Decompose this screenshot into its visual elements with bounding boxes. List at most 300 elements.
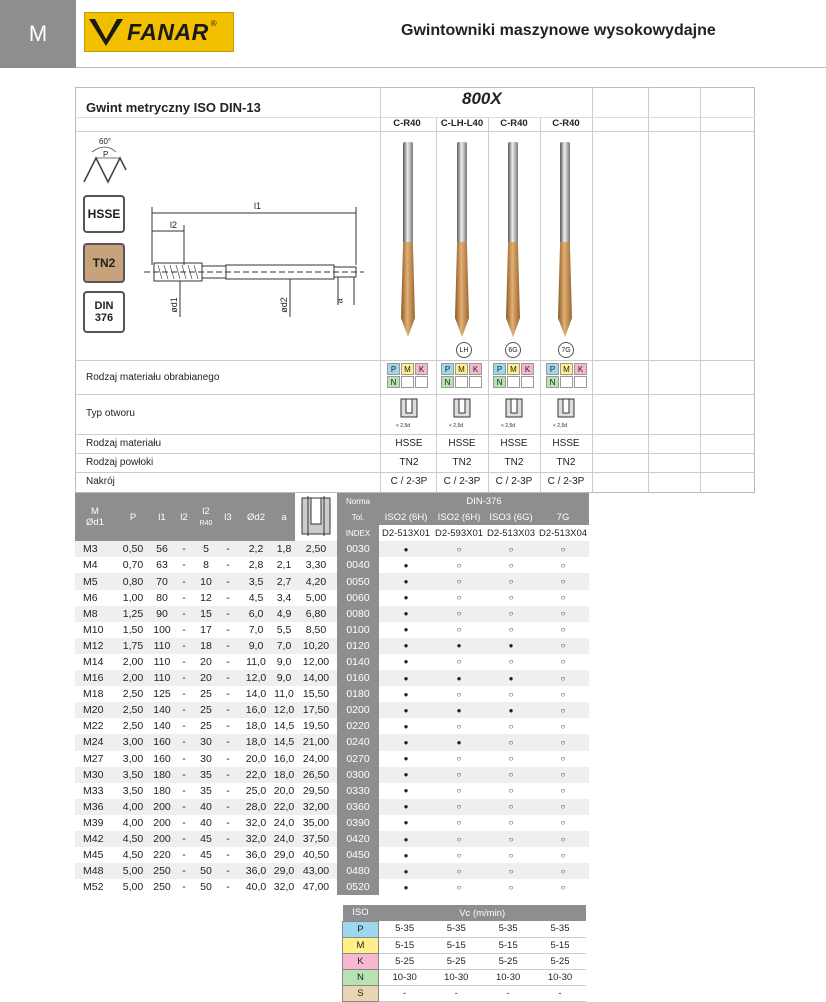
availability-mark: ○ bbox=[433, 799, 485, 815]
label-nakroj: Nakrój bbox=[86, 476, 115, 487]
table-row bbox=[75, 751, 755, 767]
cell-idx: 0100 bbox=[337, 622, 379, 638]
availability-mark: ● bbox=[379, 606, 433, 622]
nakroj-value-4: C / 2-3P bbox=[547, 476, 585, 487]
cell-a: 24,0 bbox=[273, 831, 295, 847]
availability-mark: ○ bbox=[485, 767, 537, 783]
cell-dr: 47,00 bbox=[302, 881, 330, 894]
availability-mark: ○ bbox=[456, 560, 462, 570]
cell-l2r: 18 bbox=[195, 638, 217, 654]
cell-dr: 8,50 bbox=[305, 623, 327, 636]
cell-l1: 250 bbox=[151, 863, 173, 879]
cell-dr: 12,00 bbox=[302, 655, 330, 668]
section-tab bbox=[0, 0, 76, 68]
availability-mark: ○ bbox=[508, 818, 514, 828]
tap-image-1 bbox=[401, 142, 415, 342]
availability-mark: ● bbox=[485, 670, 537, 686]
cell-l2r: 17 bbox=[200, 623, 212, 636]
cell-d2: 28,0 bbox=[239, 799, 273, 815]
th-l3: l3 bbox=[217, 493, 239, 541]
tap-image-2 bbox=[455, 142, 469, 342]
dim-l1: l1 bbox=[254, 201, 262, 211]
cell-l3: - bbox=[217, 573, 239, 589]
vc-value: 10-30 bbox=[430, 969, 482, 985]
cell-l3: - bbox=[217, 702, 239, 718]
cell-l2: - bbox=[182, 559, 186, 572]
cell-dr: 32,00 bbox=[295, 799, 337, 815]
availability-mark: ○ bbox=[537, 541, 589, 557]
dim-d2: ød2 bbox=[278, 297, 289, 313]
cell-d2: 3,5 bbox=[239, 573, 273, 589]
vc-value: 10-30 bbox=[534, 969, 586, 985]
availability-mark: ○ bbox=[508, 786, 514, 796]
availability-mark: ○ bbox=[456, 786, 462, 796]
cell-dr: 4,20 bbox=[295, 573, 337, 589]
availability-mark: ○ bbox=[560, 721, 566, 731]
page-title: Gwintowniki maszynowe wysokowydajne bbox=[401, 22, 716, 39]
dim-l2: l2 bbox=[170, 220, 178, 230]
vc-row bbox=[343, 921, 754, 937]
cell-l1: 160 bbox=[153, 752, 171, 765]
cell-l1: 140 bbox=[153, 720, 171, 733]
cell-l2: - bbox=[173, 702, 195, 718]
th-norma-value: DIN-376 bbox=[379, 493, 589, 509]
availability-mark: ○ bbox=[433, 767, 485, 783]
cell-l1: 200 bbox=[151, 799, 173, 815]
cell-a: 1,8 bbox=[273, 541, 295, 557]
table-row bbox=[75, 686, 755, 702]
cell-l2r: 45 bbox=[200, 849, 212, 862]
cell-a: 32,0 bbox=[273, 881, 295, 894]
hole-depth-label-3: < 2,5d bbox=[501, 423, 516, 429]
cell-dr: 3,30 bbox=[305, 559, 327, 572]
vc-value: - bbox=[482, 985, 534, 1001]
cell-idx: 0390 bbox=[337, 815, 379, 831]
cell-l2r: 20 bbox=[200, 655, 212, 668]
cell-l2r: 25 bbox=[195, 702, 217, 718]
hole-type-icon-1 bbox=[398, 398, 420, 424]
cell-l2: - bbox=[182, 591, 186, 604]
material-value-1: HSSE bbox=[395, 438, 423, 449]
availability-mark: ○ bbox=[456, 657, 462, 667]
cell-d2: 12,0 bbox=[239, 670, 273, 686]
table-row bbox=[75, 799, 755, 815]
nakroj-value-3: C / 2-3P bbox=[495, 476, 533, 487]
cell-idx: 0200 bbox=[337, 702, 379, 718]
cell-d2: 7,0 bbox=[248, 623, 264, 636]
tap-image-3 bbox=[506, 142, 520, 342]
cell-dr: 19,50 bbox=[302, 720, 330, 733]
cell-m: M12 bbox=[75, 638, 115, 654]
table-row bbox=[75, 557, 755, 573]
availability-mark: ○ bbox=[537, 606, 589, 622]
cell-idx: 0480 bbox=[337, 863, 379, 879]
cell-p: 3,50 bbox=[122, 784, 144, 797]
th-m: M Ød1 bbox=[75, 493, 115, 541]
brand-v-icon bbox=[89, 17, 123, 47]
cell-a: 18,0 bbox=[273, 767, 295, 783]
cell-dr: 10,20 bbox=[295, 638, 337, 654]
cell-d2: 14,0 bbox=[245, 688, 267, 701]
cell-idx: 0080 bbox=[337, 606, 379, 622]
cell-d2: 36,0 bbox=[245, 849, 267, 862]
coating-value-1: TN2 bbox=[399, 457, 419, 468]
cell-l1: 90 bbox=[151, 606, 173, 622]
cell-d2: 22,0 bbox=[239, 767, 273, 783]
cell-l2: - bbox=[182, 720, 186, 733]
availability-mark: ● bbox=[403, 625, 409, 635]
cell-p: 4,50 bbox=[122, 849, 144, 862]
cell-idx: 0240 bbox=[337, 734, 379, 750]
vc-material: M bbox=[343, 937, 379, 953]
cell-p: 0,80 bbox=[115, 573, 151, 589]
cell-l2: - bbox=[182, 623, 186, 636]
cell-m: M39 bbox=[83, 816, 104, 829]
cell-l3: - bbox=[217, 799, 239, 815]
material-value-3: HSSE bbox=[500, 438, 528, 449]
availability-mark: ○ bbox=[560, 818, 566, 828]
cell-idx: 0450 bbox=[337, 847, 379, 863]
material-value-4: HSSE bbox=[552, 438, 580, 449]
tn2-symbol: TN2 bbox=[83, 243, 125, 283]
availability-mark: ○ bbox=[485, 573, 537, 589]
cell-p: 5,00 bbox=[122, 881, 144, 894]
vc-row bbox=[343, 985, 754, 1001]
availability-mark: ● bbox=[403, 560, 409, 570]
cell-l2r: 8 bbox=[203, 559, 209, 572]
cell-idx: 0040 bbox=[337, 557, 379, 573]
vc-value: 5-25 bbox=[378, 953, 430, 969]
cell-l3: - bbox=[217, 541, 239, 557]
cell-p: 0,70 bbox=[122, 559, 144, 572]
cell-l1: 110 bbox=[153, 655, 171, 668]
cell-l3: - bbox=[217, 638, 239, 654]
cell-dr: 26,50 bbox=[295, 767, 337, 783]
cell-l2r: 20 bbox=[195, 670, 217, 686]
cell-l2r: 25 bbox=[200, 720, 212, 733]
cell-l3: - bbox=[226, 720, 230, 733]
cell-l1: 250 bbox=[153, 881, 171, 894]
cell-l2r: 40 bbox=[200, 816, 212, 829]
table-row bbox=[75, 590, 755, 606]
section-letter: M bbox=[28, 21, 48, 46]
vc-value: 5-35 bbox=[430, 921, 482, 937]
cell-p: 2,00 bbox=[122, 655, 144, 668]
cell-l2: - bbox=[173, 606, 195, 622]
availability-mark: ○ bbox=[537, 831, 589, 847]
table-row bbox=[75, 783, 755, 799]
availability-mark: ○ bbox=[560, 560, 566, 570]
cell-l3: - bbox=[226, 655, 230, 668]
vc-value: 5-15 bbox=[378, 937, 430, 953]
hole-depth-label-1: < 2,5d bbox=[396, 423, 411, 429]
availability-mark: ● bbox=[403, 754, 409, 764]
table-row bbox=[75, 815, 755, 831]
table-row bbox=[75, 670, 755, 686]
cell-l1: 180 bbox=[153, 784, 171, 797]
cell-l3: - bbox=[226, 623, 230, 636]
cell-l3: - bbox=[217, 767, 239, 783]
vc-value: - bbox=[534, 985, 586, 1001]
cell-l1: 70 bbox=[151, 573, 173, 589]
cell-dr: 2,50 bbox=[295, 541, 337, 557]
cell-m: M18 bbox=[83, 688, 104, 701]
availability-mark: ● bbox=[433, 638, 485, 654]
cell-p: 1,75 bbox=[115, 638, 151, 654]
cell-m: M10 bbox=[83, 623, 104, 636]
vc-value: 5-35 bbox=[534, 921, 586, 937]
angle-label: 60° bbox=[99, 137, 112, 146]
din-symbol: DIN 376 bbox=[83, 291, 125, 333]
table-row bbox=[75, 831, 755, 847]
cell-p: 3,50 bbox=[115, 767, 151, 783]
cell-p: 1,00 bbox=[122, 591, 144, 604]
availability-mark: ○ bbox=[508, 754, 514, 764]
drill-hole-icon bbox=[300, 494, 332, 538]
cell-a: 14,5 bbox=[273, 720, 295, 733]
cell-dr: 24,00 bbox=[302, 752, 330, 765]
cell-idx: 0330 bbox=[337, 783, 379, 799]
cell-m: M16 bbox=[75, 670, 115, 686]
header-divider bbox=[76, 67, 826, 68]
th-tol-4: 7G bbox=[537, 509, 589, 525]
cell-l3: - bbox=[226, 784, 230, 797]
cell-idx: 0360 bbox=[337, 799, 379, 815]
availability-mark: ● bbox=[379, 638, 433, 654]
th-tol-2: ISO2 (6H) bbox=[433, 509, 485, 525]
availability-mark: ○ bbox=[508, 721, 514, 731]
availability-mark: ○ bbox=[456, 850, 462, 860]
col-head-4: C-R40 bbox=[552, 118, 580, 129]
cell-p: 1,50 bbox=[122, 623, 144, 636]
availability-mark: ○ bbox=[560, 657, 566, 667]
availability-mark: ○ bbox=[433, 541, 485, 557]
cell-l2: - bbox=[173, 734, 195, 750]
label-hole-type: Typ otworu bbox=[86, 408, 135, 419]
cell-a: 12,0 bbox=[273, 702, 295, 718]
cell-dr: 21,00 bbox=[295, 734, 337, 750]
availability-mark: ● bbox=[379, 573, 433, 589]
material-value-2: HSSE bbox=[448, 438, 476, 449]
cell-l2: - bbox=[173, 541, 195, 557]
cell-l1: 200 bbox=[153, 816, 171, 829]
cell-idx: 0220 bbox=[337, 718, 379, 734]
availability-mark: ○ bbox=[485, 863, 537, 879]
vc-value: 5-25 bbox=[534, 953, 586, 969]
th-index-2: D2-593X01 bbox=[433, 525, 485, 541]
vc-value: - bbox=[430, 985, 482, 1001]
availability-mark: ○ bbox=[508, 689, 514, 699]
th-p: P bbox=[115, 493, 151, 541]
cell-idx: 0050 bbox=[337, 573, 379, 589]
availability-mark: ● bbox=[379, 831, 433, 847]
vc-value: 5-25 bbox=[482, 953, 534, 969]
table-row bbox=[75, 622, 755, 638]
cell-d2: 4,5 bbox=[248, 591, 264, 604]
table-row bbox=[75, 638, 755, 654]
cell-dr: 15,50 bbox=[302, 688, 330, 701]
availability-mark: ○ bbox=[508, 882, 514, 892]
col-head-1: C-R40 bbox=[393, 118, 421, 129]
cell-m: M27 bbox=[83, 752, 104, 765]
th-l2-r40: l2 R40 bbox=[195, 493, 217, 541]
cell-m: M14 bbox=[83, 655, 104, 668]
availability-mark: ○ bbox=[537, 734, 589, 750]
cell-l2: - bbox=[173, 831, 195, 847]
cell-d2: 9,0 bbox=[239, 638, 273, 654]
cell-idx: 0420 bbox=[337, 831, 379, 847]
thread-standard-title: Gwint metryczny ISO DIN-13 bbox=[86, 100, 261, 115]
vc-value: 5-15 bbox=[482, 937, 534, 953]
cell-d2: 25,0 bbox=[245, 784, 267, 797]
availability-mark: ● bbox=[433, 702, 485, 718]
cell-l1: 80 bbox=[156, 591, 168, 604]
availability-mark: ● bbox=[379, 799, 433, 815]
availability-mark: ○ bbox=[560, 850, 566, 860]
cell-d2: 36,0 bbox=[239, 863, 273, 879]
cell-p: 3,00 bbox=[122, 752, 144, 765]
cell-p: 2,50 bbox=[122, 688, 144, 701]
vc-material: N bbox=[343, 969, 379, 985]
vc-material: P bbox=[343, 921, 379, 937]
availability-mark: ○ bbox=[456, 689, 462, 699]
availability-mark: ● bbox=[403, 657, 409, 667]
cell-a: 29,0 bbox=[273, 849, 295, 862]
cell-p: 4,00 bbox=[122, 816, 144, 829]
cell-m: M33 bbox=[83, 784, 104, 797]
vc-value: 5-25 bbox=[430, 953, 482, 969]
table-row bbox=[75, 654, 755, 670]
cell-l1: 100 bbox=[153, 623, 171, 636]
table-row bbox=[75, 879, 755, 895]
cell-a: 11,0 bbox=[274, 688, 294, 701]
cell-a: 9,0 bbox=[276, 655, 292, 668]
cell-m: M8 bbox=[75, 606, 115, 622]
availability-mark: ○ bbox=[456, 721, 462, 731]
cell-m: M22 bbox=[83, 720, 104, 733]
cell-l2r: 30 bbox=[195, 734, 217, 750]
availability-mark: ● bbox=[379, 670, 433, 686]
availability-mark: ○ bbox=[560, 882, 566, 892]
cell-a: 2,7 bbox=[273, 573, 295, 589]
availability-mark: ● bbox=[379, 541, 433, 557]
availability-mark: ● bbox=[403, 689, 409, 699]
hole-type-icon-3 bbox=[503, 398, 525, 424]
availability-mark: ● bbox=[403, 850, 409, 860]
availability-mark: ○ bbox=[485, 541, 537, 557]
cell-p: 4,00 bbox=[115, 799, 151, 815]
cell-p: 5,00 bbox=[115, 863, 151, 879]
cell-d2: 11,0 bbox=[246, 655, 266, 668]
coating-value-4: TN2 bbox=[556, 457, 576, 468]
cell-l3: - bbox=[226, 559, 230, 572]
availability-mark: ○ bbox=[456, 593, 462, 603]
cell-idx: 0060 bbox=[337, 590, 379, 606]
cell-m: M36 bbox=[75, 799, 115, 815]
availability-mark: ○ bbox=[537, 702, 589, 718]
cell-a: 7,0 bbox=[273, 638, 295, 654]
availability-mark: ○ bbox=[560, 786, 566, 796]
availability-mark: ● bbox=[485, 702, 537, 718]
availability-mark: ● bbox=[403, 593, 409, 603]
cell-a: 16,0 bbox=[273, 752, 295, 765]
cell-idx: 0300 bbox=[337, 767, 379, 783]
availability-mark: ○ bbox=[456, 882, 462, 892]
th-index-3: D2-513X03 bbox=[485, 525, 537, 541]
cell-d2: 20,0 bbox=[245, 752, 267, 765]
cell-l2r: 35 bbox=[200, 784, 212, 797]
th-norma: Norma bbox=[337, 493, 379, 509]
vc-value: 5-15 bbox=[534, 937, 586, 953]
availability-mark: ○ bbox=[537, 767, 589, 783]
th-index-4: D2-513X04 bbox=[537, 525, 589, 541]
tol-badge-lh: LH bbox=[456, 342, 472, 358]
cell-dr: 43,00 bbox=[295, 863, 337, 879]
availability-mark: ● bbox=[403, 818, 409, 828]
cell-l2r: 12 bbox=[200, 591, 212, 604]
cell-l3: - bbox=[217, 606, 239, 622]
cell-a: 3,4 bbox=[276, 591, 292, 604]
cell-l1: 140 bbox=[151, 702, 173, 718]
th-drill-icon bbox=[295, 493, 337, 541]
cell-l3: - bbox=[226, 591, 230, 604]
vc-row bbox=[343, 969, 754, 985]
availability-mark: ● bbox=[433, 670, 485, 686]
nakroj-value-2: C / 2-3P bbox=[443, 476, 481, 487]
table-row bbox=[75, 541, 755, 557]
cell-idx: 0140 bbox=[337, 654, 379, 670]
cell-idx: 0520 bbox=[337, 879, 379, 895]
cell-dr: 35,00 bbox=[302, 816, 330, 829]
availability-mark: ○ bbox=[485, 734, 537, 750]
cell-l2r: 5 bbox=[195, 541, 217, 557]
availability-mark: ● bbox=[403, 721, 409, 731]
availability-mark: ● bbox=[433, 734, 485, 750]
hole-type-icon-4 bbox=[555, 398, 577, 424]
vc-value: 5-35 bbox=[482, 921, 534, 937]
vc-row bbox=[343, 937, 754, 953]
pitch-label: P bbox=[103, 150, 109, 159]
cell-m: M24 bbox=[75, 734, 115, 750]
cell-l2: - bbox=[173, 799, 195, 815]
cell-l3: - bbox=[226, 816, 230, 829]
cell-l2: - bbox=[182, 784, 186, 797]
nakroj-value-1: C / 2-3P bbox=[390, 476, 428, 487]
cell-l2r: 40 bbox=[195, 799, 217, 815]
cell-l1: 180 bbox=[151, 767, 173, 783]
cell-d2: 32,0 bbox=[239, 831, 273, 847]
th-a: a bbox=[273, 493, 295, 541]
availability-mark: ○ bbox=[433, 606, 485, 622]
availability-mark: ○ bbox=[537, 638, 589, 654]
cell-l1: 110 bbox=[151, 638, 173, 654]
cell-d2: 2,8 bbox=[248, 559, 264, 572]
tap-image-4 bbox=[558, 142, 572, 342]
cell-dr: 37,50 bbox=[295, 831, 337, 847]
col-head-3: C-R40 bbox=[500, 118, 528, 129]
availability-mark: ○ bbox=[456, 625, 462, 635]
th-l1: l1 bbox=[151, 493, 173, 541]
availability-mark: ○ bbox=[560, 625, 566, 635]
cell-l1: 200 bbox=[151, 831, 173, 847]
availability-mark: ○ bbox=[537, 863, 589, 879]
cell-idx: 0270 bbox=[337, 751, 379, 767]
tol-badge-7g: 7G bbox=[558, 342, 574, 358]
availability-mark: ● bbox=[379, 702, 433, 718]
cell-m: M6 bbox=[83, 591, 98, 604]
cell-l3: - bbox=[217, 831, 239, 847]
th-l2: l2 bbox=[173, 493, 195, 541]
